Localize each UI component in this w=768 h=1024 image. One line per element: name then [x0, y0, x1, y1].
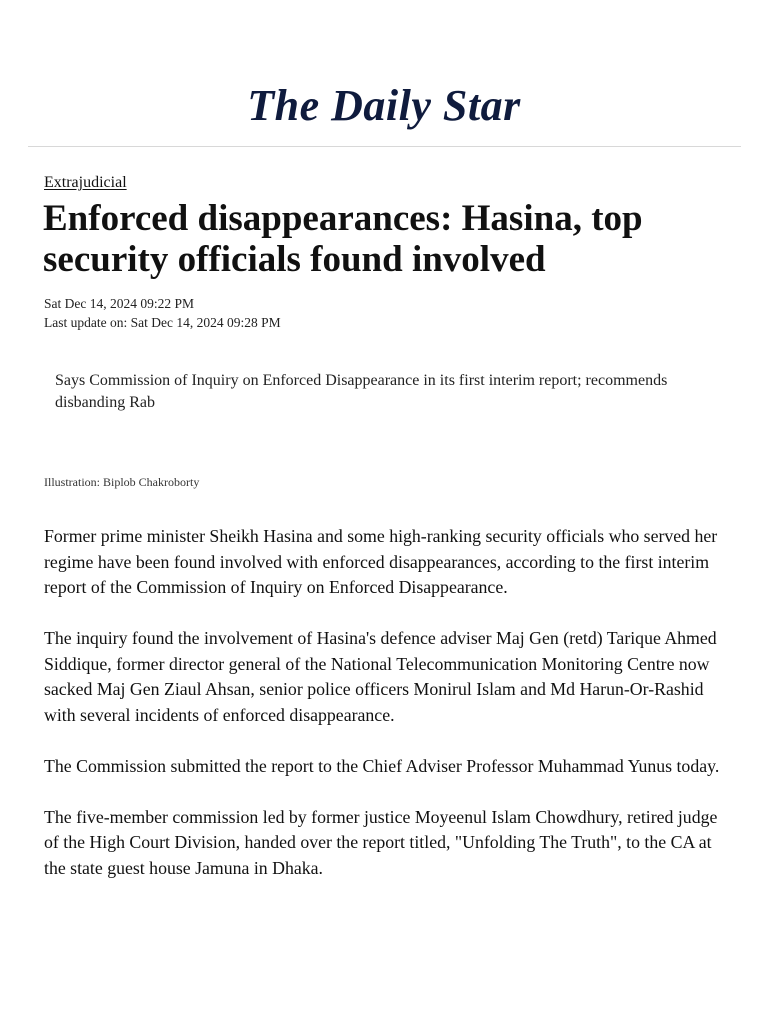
published-date: Sat Dec 14, 2024 09:22 PM [44, 296, 194, 311]
last-update-date: Last update on: Sat Dec 14, 2024 09:28 PM [44, 315, 281, 330]
category-link[interactable]: Extrajudicial [44, 174, 127, 191]
article-meta [44, 294, 281, 332]
article-body [44, 524, 734, 907]
image-caption: Illustration: Biplob Chakroborty [44, 475, 200, 489]
article-paragraph: The five-member commission led by former justice Moyeenul Islam Chowdhury, retired judge of the High Court Division, handed over the report titled, "Unfolding The Truth", to the CA at the state guest house Jamuna in Dhaka. [44, 806, 718, 878]
article-paragraph: The inquiry found the involvement of Hasina's defence adviser Maj Gen (retd) Tarique Ahmed Siddique, former director general of the National Telecommunication Monitoring Centre now sacked Maj Gen Ziaul Ahsan, senior police officers Monirul Islam and Md Harun-Or-Rashid with several incidents of enforced disappearance. [44, 628, 717, 725]
article-headline: Enforced disappearances: Hasina, top security officials found involved [43, 198, 643, 280]
article-summary: Says Commission of Inquiry on Enforced Disappearance in its first interim report; recommends disbanding Rab [55, 372, 668, 411]
article-paragraph: Former prime minister Sheikh Hasina and some high-ranking security officials who served her regime have been found involved with enforced disappearances, according to the first interim report of the Commission of Inquiry on Enforced Disappearance. [44, 526, 718, 597]
masthead [0, 76, 768, 136]
header-divider [28, 146, 741, 147]
site-logo[interactable]: The Daily Star [247, 81, 521, 130]
article-paragraph: The Commission submitted the report to the Chief Adviser Professor Muhammad Yunus today. [44, 755, 720, 776]
